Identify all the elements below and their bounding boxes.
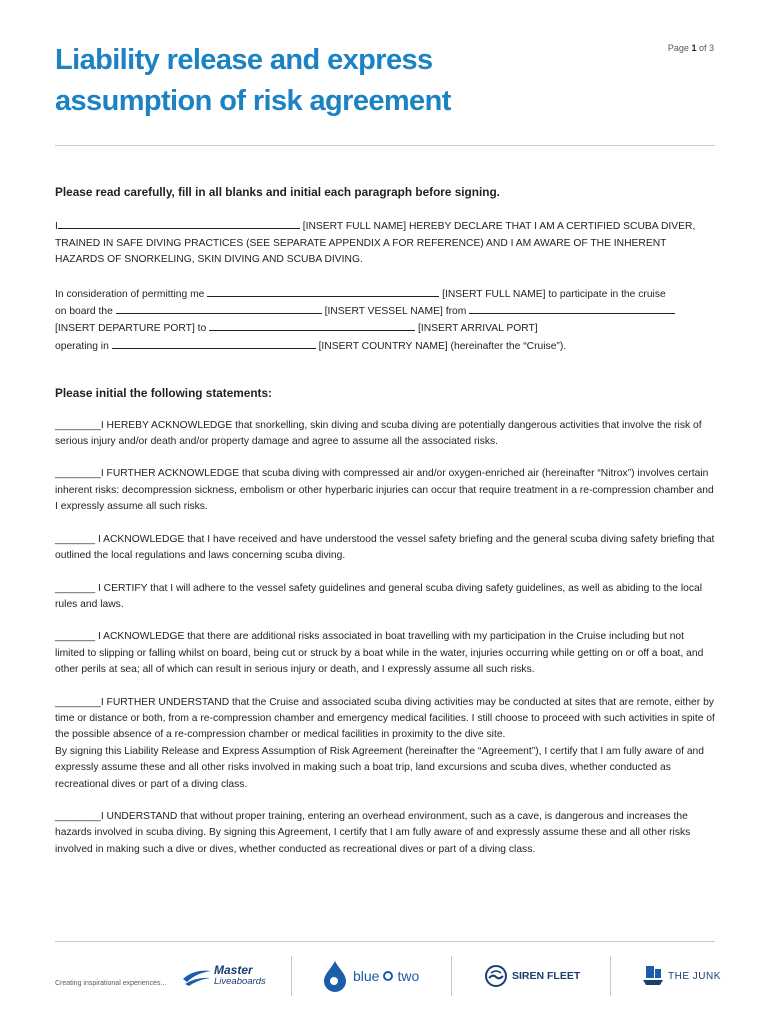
- initial-blank-6[interactable]: ________: [55, 696, 101, 708]
- statements-list: [55, 418, 715, 859]
- the-junk-wordmark: THE JUNK: [668, 970, 721, 982]
- statement-2: ________I FURTHER ACKNOWLEDGE that scuba diving with compressed air and/or oxygen-enriched air (hereinafter “Nitrox”) involves certain inherent risks: decompression sickness, embolism or other hyperbaric injuries can occur that require treatment in a re-compression chamber and I expressly assume all such risks.: [55, 468, 714, 513]
- full-name-blank[interactable]: [58, 218, 300, 229]
- initial-blank-2[interactable]: ________: [55, 468, 101, 480]
- document-title: Liability release and express assumption of risk agreement: [55, 44, 451, 117]
- initial-blank-5[interactable]: _______: [55, 631, 98, 643]
- statement-7: ________I UNDERSTAND that without proper training, entering an overhead environment, such as a cave, is dangerous and increases the hazards involved in scuba diving. By signing this Agreement, I certify that I am fully aware of and expressly assume these and all other risks involved in making such a dive or dives, whether conducted as recreational dives or part of a diving class.: [55, 810, 691, 855]
- country-name-blank[interactable]: [112, 338, 316, 349]
- statement-1: ________I HEREBY ACKNOWLEDGE that snorkelling, skin diving and scuba diving are potentially dangerous activities that involve the risk of serious injury and/or death and/or property damage and agree to assume all the associated risks.: [55, 419, 702, 448]
- ring-icon: [383, 971, 393, 981]
- declaration-paragraph: I [INSERT FULL NAME] HEREBY DECLARE THAT I AM A CERTIFIED SCUBA DIVER, TRAINED IN SAFE DIVING PRACTICES (SEE SEPARATE APPENDIX A FOR REFERENCE) AND I AM AWARE OF THE INHERENT HAZARDS OF SNORKELING, SKIN DIVING AND SCUBA DIVING.: [55, 218, 715, 268]
- agreement-body: [55, 184, 715, 858]
- departure-port-blank[interactable]: [469, 303, 675, 314]
- blue-wordmark: blue: [353, 968, 380, 984]
- master-swoosh-icon: [182, 965, 212, 987]
- blue-o-two-logo: [322, 956, 419, 996]
- arrival-port-blank[interactable]: [209, 320, 415, 331]
- header-divider: [55, 145, 715, 146]
- statement-6: ________I FURTHER UNDERSTAND that the Cruise and associated scuba diving activities may be conducted at sites that are remote, either by time or distance or both, from a re-compression chamber and emergency medical facilities. I still choose to proceed with such activities in spite of the possible absence of a re-compression chamber or medical facilities in proximity to the dive site.: [55, 696, 715, 741]
- logo-separator: [451, 956, 452, 996]
- statement-4: _______ I CERTIFY that I will adhere to the vessel safety guidelines and general scuba diving safety guidelines, as well as abiding to the local rules and laws.: [55, 582, 703, 610]
- liveaboards-wordmark: Liveaboards: [214, 976, 266, 987]
- siren-emblem-icon: [485, 965, 507, 987]
- statement-3: _______ I ACKNOWLEDGE that I have received and have understood the vessel safety briefing and the general scuba diving safety briefing that outlined the local regulations and laws concerning scuba diving.: [55, 533, 715, 562]
- initial-blank-1[interactable]: ________: [55, 419, 101, 431]
- water-drop-icon: [322, 960, 348, 992]
- master-liveaboards-logo: [182, 956, 266, 996]
- two-wordmark: two: [397, 968, 420, 984]
- initial-blank-7[interactable]: ________: [55, 810, 101, 822]
- statement-5: _______ I ACKNOWLEDGE that there are additional risks associated in boat travelling with my participation in the Cruise including but not limited to slipping or falling whilst on board, being cut or struck by a boat while in the water, injuries occurring while getting on or off a boat, and other perils at sea; all of which can result in serious injury or death, and I expressly assume all such risks.: [55, 631, 704, 676]
- footer-tagline: Creating inspirational experiences...: [55, 980, 167, 987]
- master-wordmark: Master: [214, 963, 253, 977]
- initials-heading: Please initial the following statements:: [55, 386, 272, 401]
- siren-fleet-wordmark: SIREN FLEET: [512, 970, 581, 982]
- siren-fleet-logo: [485, 956, 580, 996]
- participant-name-blank[interactable]: [207, 286, 439, 297]
- vessel-name-blank[interactable]: [116, 303, 322, 314]
- junk-boat-icon: [642, 964, 664, 988]
- page-number: Page 1 of 3: [667, 43, 714, 53]
- the-junk-logo: [642, 956, 721, 996]
- initial-blank-3[interactable]: _______: [55, 533, 98, 545]
- statement-6-continued: By signing this Liability Release and Express Assumption of Risk Agreement (hereinafter the “Agreement”), I certify that I am fully aware of and expressly assume these and all other risks involved in making such a boat trip, land excursions and scuba dives, whether conducted as recreational dives or part of a diving class.: [55, 745, 705, 790]
- consideration-paragraph: In consideration of permitting me [INSERT FULL NAME] to participate in the cruise on board the [INSERT VESSEL NAME] from [INSERT DEPARTURE PORT] to [INSERT ARRIVAL PORT] operating in [INSERT COUNTRY NAME] (hereinafter the “Cruise”).: [55, 286, 715, 356]
- initial-blank-4[interactable]: _______: [55, 582, 98, 594]
- logo-separator: [291, 956, 292, 996]
- logo-separator: [610, 956, 611, 996]
- footer-divider: [55, 941, 715, 942]
- instructions-heading: Please read carefully, fill in all blanks and initial each paragraph before signing.: [55, 185, 500, 199]
